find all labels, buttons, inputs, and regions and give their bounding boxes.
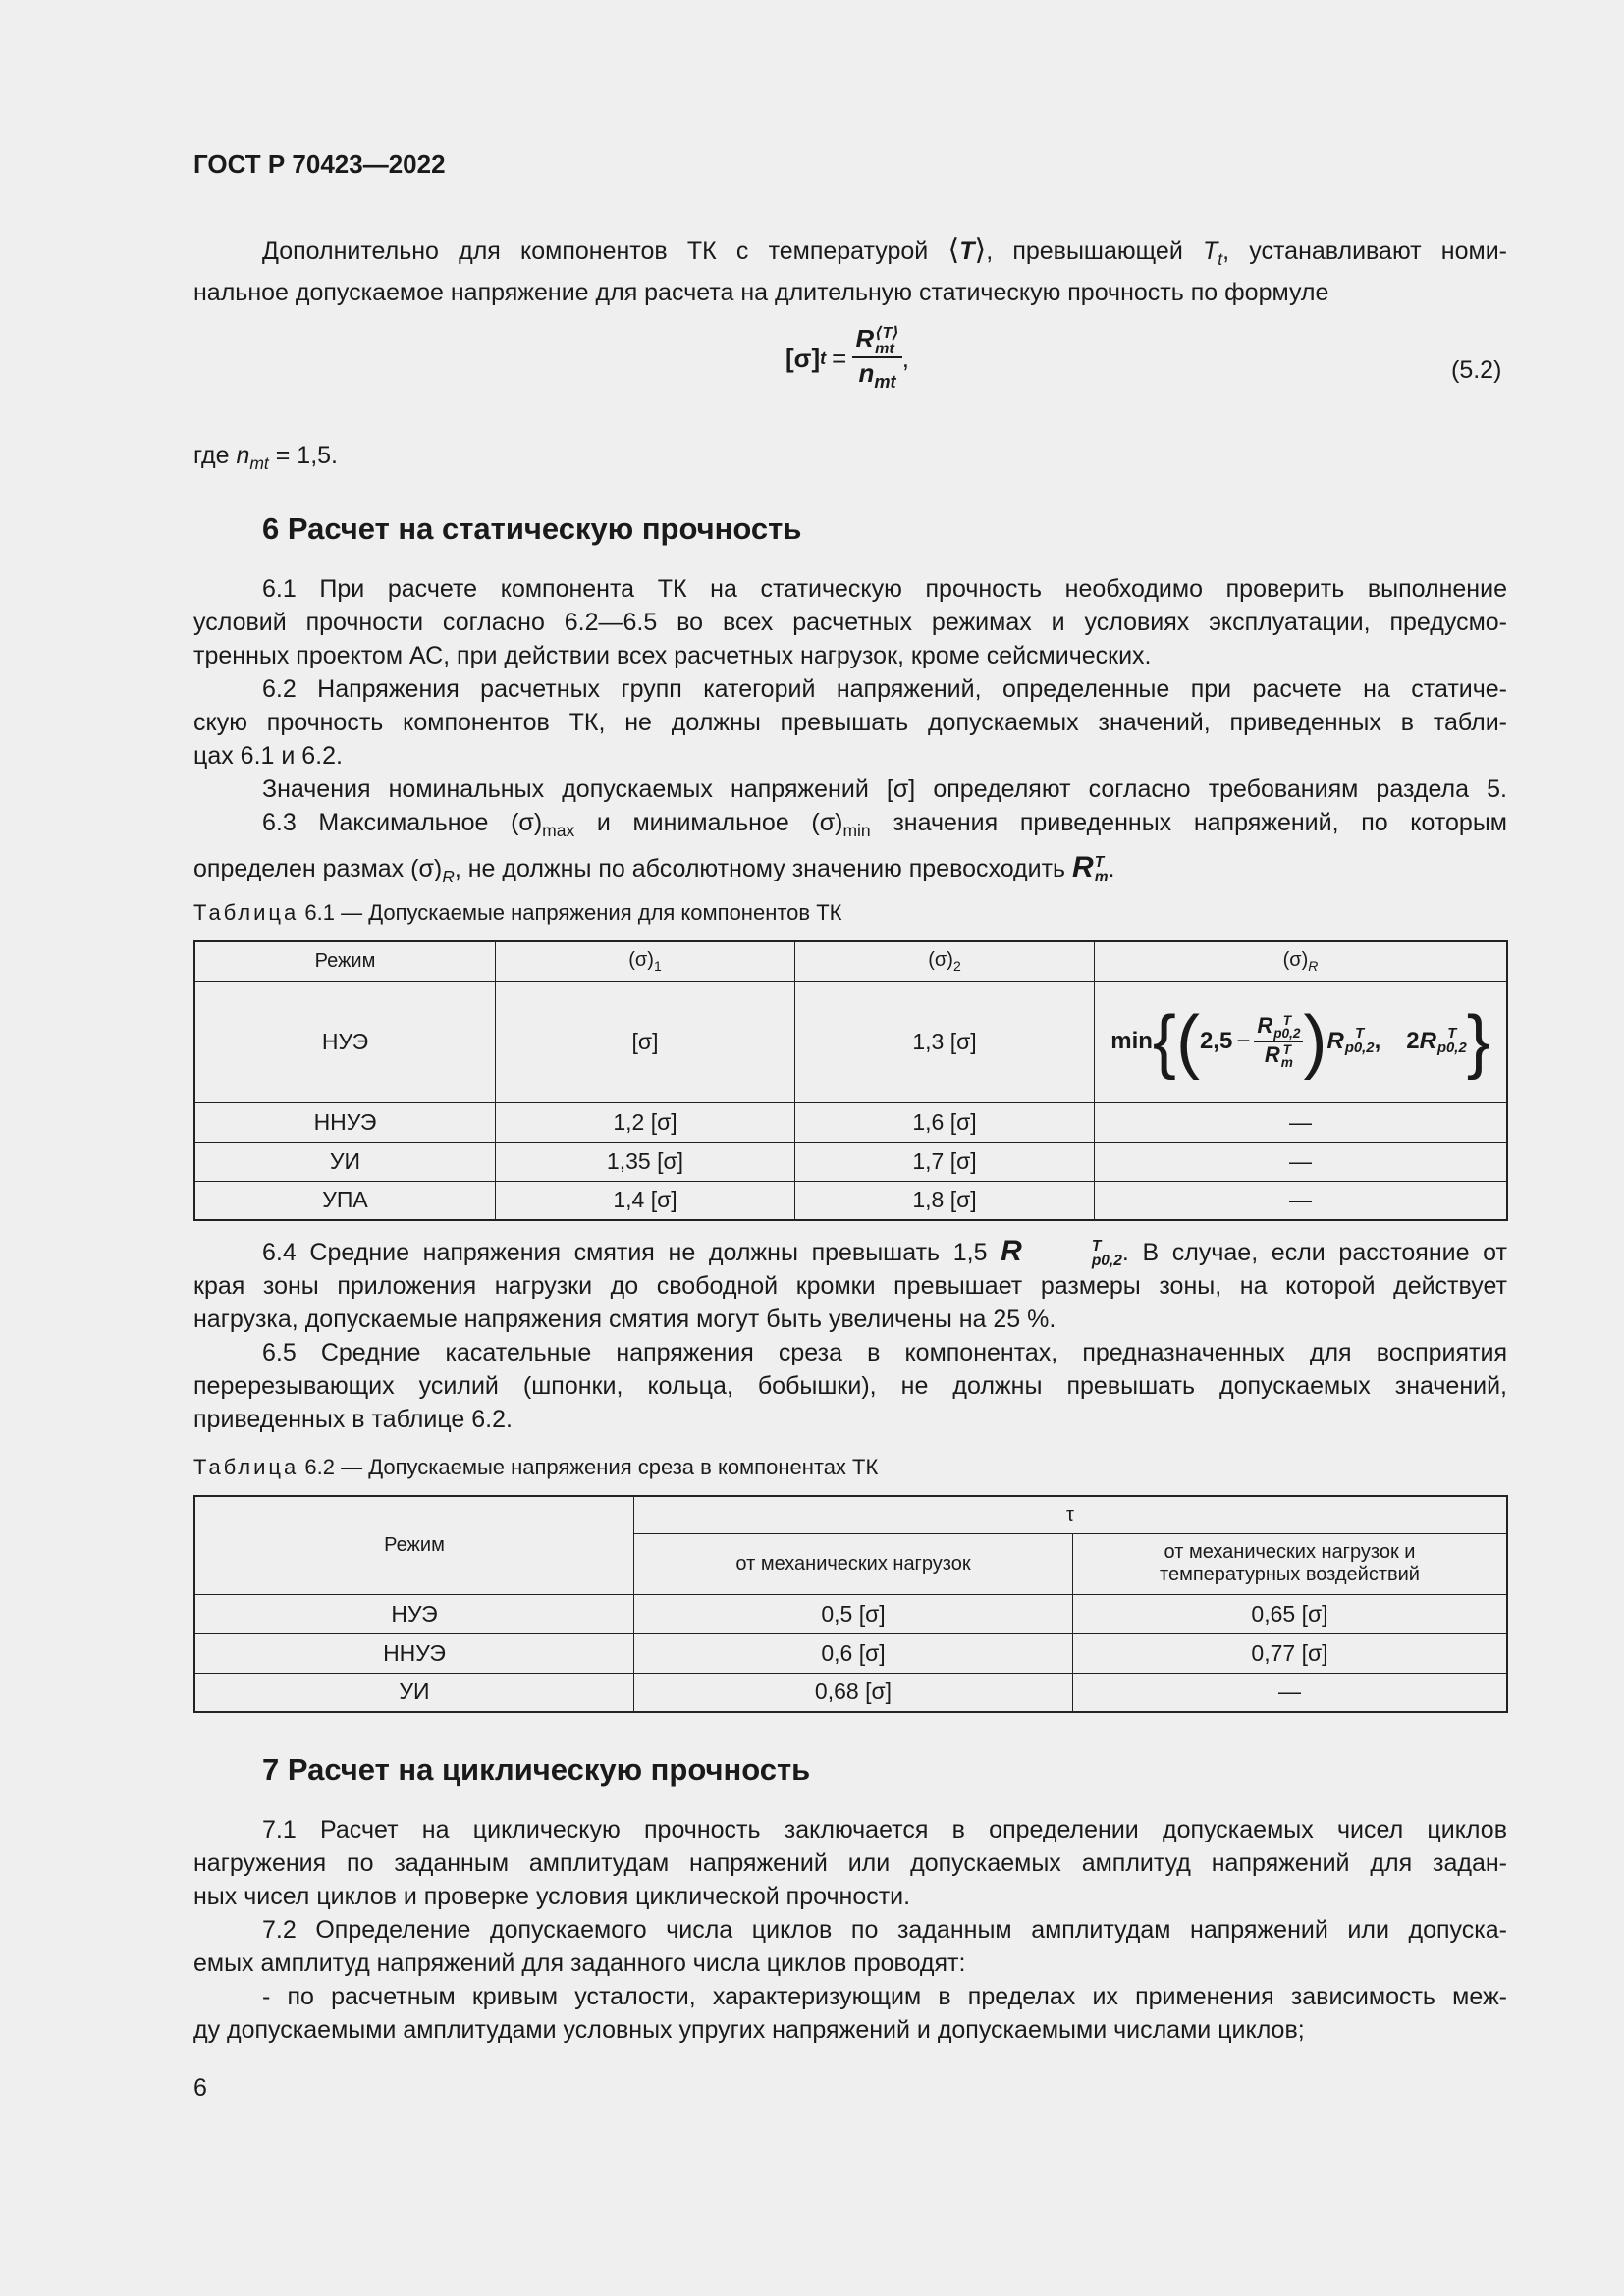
term2-T: T [1447,1026,1457,1042]
section-7-title: 7 Расчет на циклическую прочность [262,1752,811,1787]
cell-mode: УИ [194,1142,496,1181]
formula-5-2 [785,324,909,393]
term-R: R [1326,1028,1344,1054]
page-number: 6 [193,2074,207,2102]
p62-line-1: 6.2 Напряжения расчетных групп категорий напряжений, определенные при расчете на статиче- [262,675,1507,703]
section-6-title: 6 Расчет на статическую прочность [262,511,802,546]
where-line [193,439,338,480]
th-mode: Режим [194,1496,634,1594]
th-mech-temp-line-1: от механических нагрузок и [1164,1541,1416,1563]
p61-line-3: тренных проектом АС, при действии всех расчетных нагрузок, кроме сейсмических. [193,642,1152,669]
intro-line-2: нальное допускаемое напряжение для расчета на длительную статическую прочность по формуле [193,279,1329,306]
table-6-2-header-row-1 [194,1496,1507,1533]
th-sigma1 [496,941,795,981]
table-row [194,981,1507,1102]
cell-mech: 0,68 [σ] [634,1673,1073,1712]
angle-T-symbol: ⟨ [947,234,960,266]
term2-R: R [1419,1028,1436,1054]
cell-mode: НУЭ [194,981,496,1102]
symbol-T: T [959,238,975,265]
cell-sigma2: 1,6 [σ] [795,1102,1095,1142]
p72-line-1: 7.2 Определение допускаемого числа циклов по заданным амплитудам напряжений или допуска- [262,1916,1507,1944]
th-sigma2-text: (σ) [928,948,953,971]
frac-den-n: n [858,358,875,389]
term-T: T [1355,1026,1365,1042]
p64-b: . В случае, если расстояние от [1121,1239,1507,1266]
p64-a: 6.4 Средние напряжения смятия не должны превышать 1,5 [262,1239,1001,1266]
table-row [194,1673,1507,1712]
min-formula [1095,1002,1506,1081]
term-sub: p0,2 [1344,1041,1375,1056]
paren-open: ( [1175,1002,1200,1081]
ratio-num-sub: p0,2 [1273,1026,1301,1041]
p63-e: , не должны по абсолютному значению превосходить [454,855,1073,882]
cell-sigma1: 1,2 [σ] [496,1102,795,1142]
p64-R: R [1001,1235,1022,1267]
cell-mech-temp: 0,65 [σ] [1073,1594,1508,1633]
p63-max: max [542,821,575,840]
cell-mech: 0,5 [σ] [634,1594,1073,1633]
table-row [194,1633,1507,1673]
ratio-num-R: R [1257,1013,1273,1039]
symbol-Tt-sub: t [1218,249,1223,269]
p65-line-2: перерезывающих усилий (шпонки, кольца, бобышки), не должны превышать допускаемых значений, [193,1372,1507,1400]
cell-mode: ННУЭ [194,1102,496,1142]
p63-Rm: R [1072,851,1094,883]
ratio-num-T: T [1282,1012,1292,1028]
brace-close: } [1466,1002,1490,1081]
ratio-den-sub: m [1280,1055,1293,1071]
p63-line-2 [193,851,1507,893]
term-comma: , [1374,1028,1381,1054]
cell-sigma1: 1,35 [σ] [496,1142,795,1181]
p63-c: значения приведенных напряжений, по которым [870,809,1507,836]
where-sub: mt [249,454,269,473]
table-row [194,1594,1507,1633]
th-tau: τ [634,1496,1508,1533]
p65-line-1: 6.5 Средние касательные напряжения среза в компонентах, предназначенных для восприятия [262,1339,1507,1366]
cell-sigmaR: — [1095,1102,1508,1142]
formula-eq: = [832,343,847,373]
formula-number: (5.2) [1451,356,1502,384]
cell-sigma2: 1,3 [σ] [795,981,1095,1102]
frac-num-sup: ⟨T⟩ [875,324,899,342]
section-7-body [193,1813,1507,2047]
where-n: n [236,442,250,469]
p64-line-1 [193,1235,1507,1269]
intro-text-end: , устанавливают номи- [1222,238,1507,265]
table-6-2-caption-text: 6.2 — Допускаемые напряжения среза в компонентах ТК [304,1455,879,1479]
formula-lhs-sub: t [820,347,827,368]
th-mech-temp-line-2: температурных воздействий [1160,1564,1420,1585]
coef-25: 2,5 [1199,1028,1233,1054]
table-6-1-header-row [194,941,1507,981]
p62-line-2: скую прочность компонентов ТК, не должны превышать допускаемых значений, приведенных в табли- [193,709,1507,736]
p71-line-2: нагружения по заданным амплитудам напряжений или допускаемых амплитуд напряжений для задан- [193,1849,1507,1877]
table-row [194,1181,1507,1220]
p64-sub: p0,2 [1091,1253,1122,1270]
th-sigmaR-sub: R [1308,957,1319,974]
p63-Rm-sub: m [1094,869,1109,886]
p72-line-2: емых амплитуд напряжений для заданного числа циклов проводят: [193,1949,966,1977]
p63-Rm-sup: T [1094,853,1105,871]
brace-open: { [1152,1002,1176,1081]
th-sigma1-sub: 1 [653,957,662,974]
table-row [194,1142,1507,1181]
cell-sigma2: 1,8 [σ] [795,1181,1095,1220]
th-sigma2 [795,941,1095,981]
angle-close: ⟩ [974,234,987,266]
minus-sign: − [1236,1028,1251,1054]
section-6-body [193,572,1507,893]
p71-line-3: ных чисел циклов и проверке условия циклической прочности. [193,1883,911,1910]
cell-mech-temp: — [1073,1673,1508,1712]
th-mech-temp [1073,1533,1508,1594]
cell-mode: УПА [194,1181,496,1220]
intro-text-mid: , превышающей [986,238,1203,265]
p63-a: 6.3 Максимальное (σ) [262,809,543,836]
p62b-line: Значения номинальных допускаемых напряжений [σ] определяют согласно требованиям раздела 5. [262,775,1507,803]
intro-line-1 [193,234,1507,276]
cell-sigma1: 1,4 [σ] [496,1181,795,1220]
th-sigmaR [1095,941,1508,981]
frac-num-sub: mt [875,340,894,358]
p61-line-1: 6.1 При расчете компонента ТК на статическую прочность необходимо проверить выполнение [262,575,1507,603]
p65-line-3: приведенных в таблице 6.2. [193,1406,513,1433]
min-label: min [1110,1028,1153,1054]
intro-text: Дополнительно для компонентов ТК с температурой [262,238,948,265]
cell-sigmaR: — [1095,1181,1508,1220]
frac-num-R: R [855,324,875,353]
intro-paragraph [193,234,1507,309]
p63-min: min [842,821,871,840]
table-6-2-caption [193,1455,878,1480]
formula-comma: , [901,343,909,373]
table-6-1-caption-prefix: Таблица [193,900,299,925]
th-mech: от механических нагрузок [634,1533,1073,1594]
ratio-den-R: R [1264,1042,1280,1067]
cell-mode: УИ [194,1673,634,1712]
table-row [194,1102,1507,1142]
table-6-1 [193,940,1508,1221]
where-value: = 1,5. [268,442,338,469]
where-prefix: где [193,442,237,469]
table-6-1-caption-text: 6.1 — Допускаемые напряжения для компонентов ТК [304,900,842,925]
th-sigma1-text: (σ) [628,948,654,971]
p63-R: R [442,867,455,886]
cell-mode: ННУЭ [194,1633,634,1673]
cell-sigmaR: — [1095,1142,1508,1181]
table-6-2 [193,1495,1508,1713]
cell-mech: 0,6 [σ] [634,1633,1073,1673]
p64-line-3: нагрузка, допускаемые напряжения смятия могут быть увеличены на 25 %. [193,1306,1056,1333]
cell-sigma1: [σ] [496,981,795,1102]
table-6-2-caption-prefix: Таблица [193,1455,299,1479]
ratio-fraction [1254,1013,1303,1070]
cell-sigma2: 1,7 [σ] [795,1142,1095,1181]
th-sigmaR-text: (σ) [1282,948,1309,971]
cell-mode: НУЭ [194,1594,634,1633]
p62-line-3: цах 6.1 и 6.2. [193,742,343,770]
bullet1-line-1: - по расчетным кривым усталости, характеризующим в пределах их применения зависимость меж- [262,1983,1507,2010]
frac-den-sub: mt [874,372,896,393]
cell-sigmaR-formula [1095,981,1508,1102]
th-sigma2-sub: 2 [952,957,961,974]
p61-line-2: условий прочности согласно 6.2—6.5 во всех расчетных режимах и условиях эксплуатации, предусмо- [193,609,1507,636]
cell-mech-temp: 0,77 [σ] [1073,1633,1508,1673]
p63-end: . [1108,855,1115,882]
p71-line-1: 7.1 Расчет на циклическую прочность заключается в определении допускаемых чисел циклов [262,1816,1507,1843]
paren-close: ) [1303,1002,1327,1081]
table-6-1-caption [193,900,841,926]
p63-line-1 [193,806,1507,847]
ratio-den-T: T [1282,1041,1291,1057]
p63-d: определен размах (σ) [193,855,443,882]
bullet1-line-2: ду допускаемыми амплитудами условных упругих напряжений и допускаемыми числами циклов; [193,2016,1305,2044]
symbol-Tt: T [1203,238,1218,265]
p64-p65-block [193,1235,1507,1436]
standard-header: ГОСТ Р 70423—2022 [193,149,446,179]
p64-T: T [1091,1237,1102,1255]
p63-b: и минимальное (σ) [574,809,843,836]
th-mode: Режим [194,941,496,981]
term2-sub: p0,2 [1436,1041,1467,1056]
formula-fraction [852,324,901,393]
coef-2: 2 [1406,1028,1420,1054]
p64-line-2: края зоны приложения нагрузки до свободной кромки превышает размеры зоны, на которой действует [193,1272,1507,1300]
formula-lhs: [σ] [785,343,821,373]
